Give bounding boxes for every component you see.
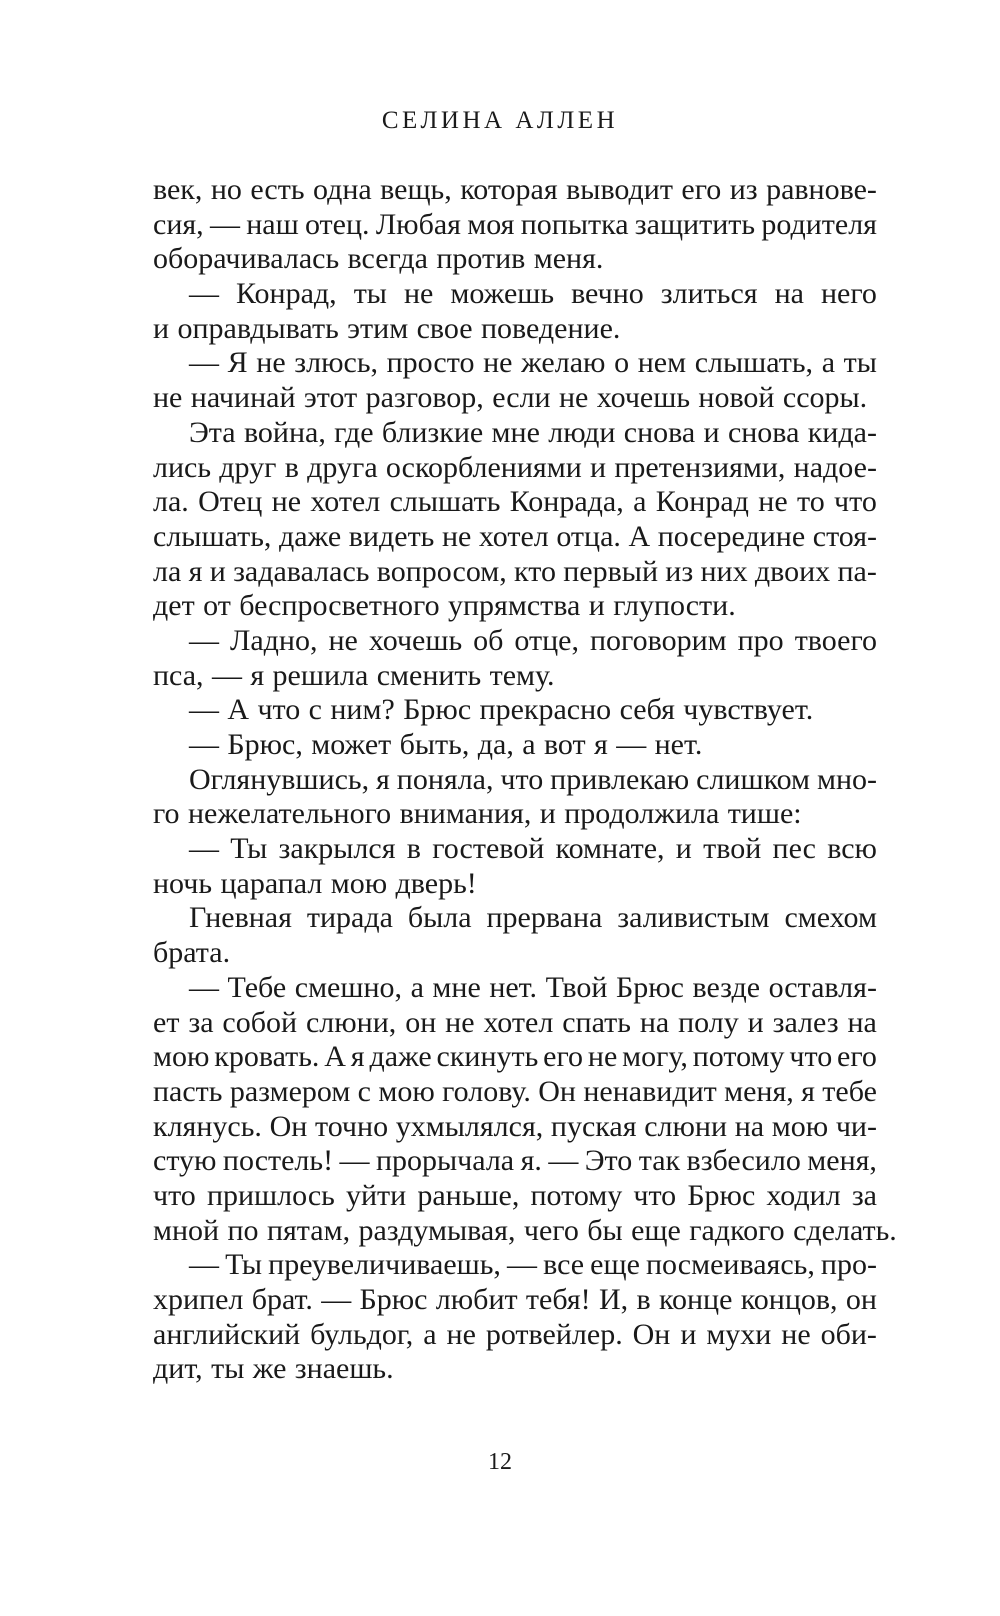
text-line: — Ты закрылся в гостевой комнате, и твой пес всю (189, 832, 877, 866)
running-head: СЕЛИНА АЛЛЕН (381, 107, 619, 134)
text-line: — Ладно, не хочешь об отце, поговорим про твоего (189, 623, 877, 657)
text-line: — Ты преувеличиваешь, — все еще посмеиваясь, про- (189, 1248, 877, 1282)
text-line: пасть размером с мою голову. Он ненавидит меня, я тебе (153, 1074, 877, 1108)
text-line: мою кровать. А я даже скинуть его не могу, потому что его (153, 1040, 877, 1074)
text-line: ла я и задавалась вопросом, кто первый из них двоих па- (153, 554, 877, 588)
text-line: клянусь. Он точно ухмылялся, пуская слюни на мою чи- (153, 1109, 877, 1143)
text-line: пса, — я решила сменить тему. (153, 658, 555, 692)
page-number: 12 (488, 1449, 512, 1475)
text-line: что пришлось уйти раньше, потому что Брюс ходил за (153, 1178, 877, 1212)
text-line: — Я не злюсь, просто не желаю о нем слышать, а ты (189, 346, 877, 380)
text-line: дет от беспросветного упрямства и глупости. (153, 589, 736, 623)
text-line: Гневная тирада была прервана заливистым смехом (189, 901, 877, 935)
text-line: дит, ты же знаешь. (153, 1352, 394, 1386)
text-line: английский бульдог, а не ротвейлер. Он и мухи не оби- (153, 1317, 877, 1351)
text-line: не начинай этот разговор, если не хочешь новой ссоры. (153, 381, 868, 415)
text-line: ночь царапал мою дверь! (153, 866, 477, 900)
text-line: хрипел брат. — Брюс любит тебя! И, в конце концов, он (153, 1283, 877, 1316)
text-line: — Конрад, ты не можешь вечно злиться на него (189, 277, 877, 311)
text-line: го нежелательного внимания, и продолжила тише: (153, 797, 802, 831)
text-line: — Тебе смешно, а мне нет. Твой Брюс везде оставля- (189, 970, 877, 1004)
text-line: — А что с ним? Брюс прекрасно себя чувствует. (189, 693, 814, 727)
text-line: ет за собой слюни, он не хотел спать на полу и залез на (153, 1005, 877, 1039)
text-line: Эта война, где близкие мне люди снова и снова кида- (189, 415, 877, 449)
text-line: сия, — наш отец. Любая моя попытка защитить родителя (153, 207, 877, 241)
text-line: век, но есть одна вещь, которая выводит его из равнове- (153, 173, 877, 206)
text-line: ла. Отец не хотел слышать Конрада, а Конрад не то что (153, 485, 877, 519)
text-line: и оправдывать этим свое поведение. (153, 311, 621, 345)
text-line: мной по пятам, раздумывая, чего бы еще гадкого сделать. (153, 1213, 897, 1247)
text-line: лись друг в друга оскорблениями и претензиями, надое- (153, 450, 877, 484)
text-line: — Брюс, может быть, да, а вот я — нет. (189, 728, 703, 761)
text-line: оборачивалась всегда против меня. (153, 242, 604, 276)
text-line: брата. (153, 936, 231, 970)
text-line: слышать, даже видеть не хотел отца. А посередине стоя- (153, 519, 877, 553)
body-text (153, 173, 897, 1387)
text-line: Оглянувшись, я поняла, что привлекаю слишком мно- (189, 762, 877, 796)
text-line: стую постель! — прорычала я. — Это так взбесило меня, (153, 1144, 877, 1178)
